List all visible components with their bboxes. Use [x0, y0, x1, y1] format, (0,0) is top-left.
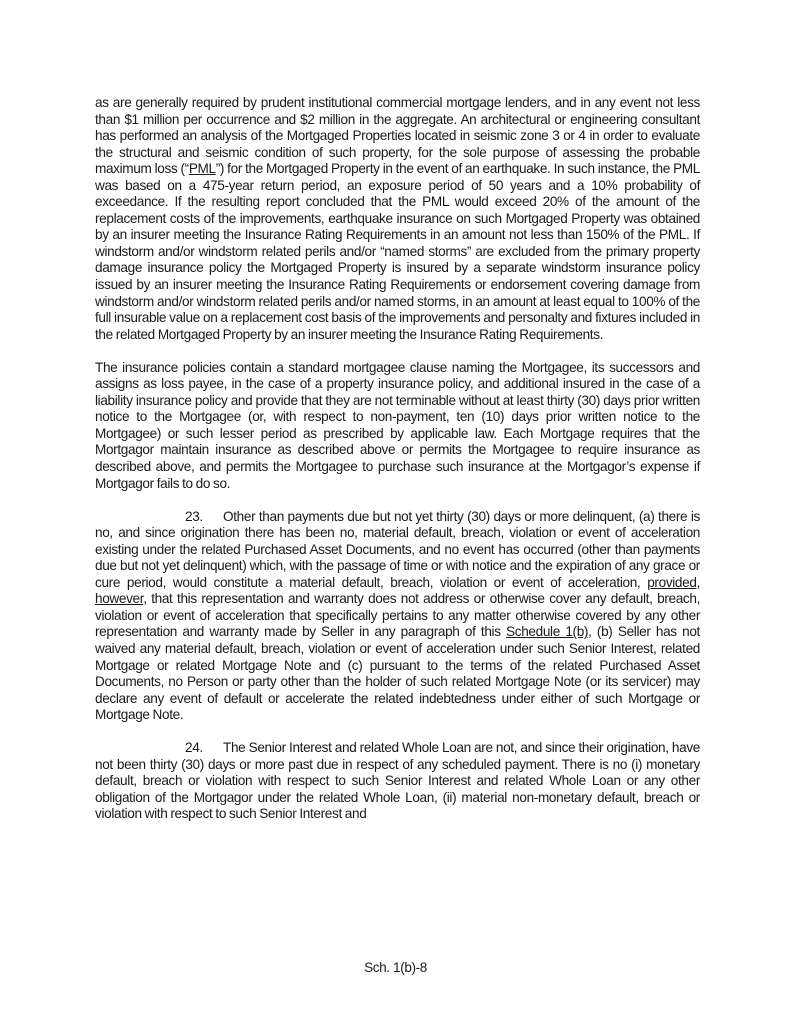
underlined-term: however [95, 591, 144, 607]
paragraph-text: ”) for the Mortgaged Property in the event of an earthquake. In such instance, the PML was based on a 475-year return period, an exposure period of 50 years and a 10% probability of exceedance. If the resulting report concluded that the PML would exceed 20% of the amount of the replacement costs of the improvements, earthquake insurance on such Mortgaged Property was obtained by an insurer meeting the Insurance Rating Requirements in an amount not less than 150% of the PML. If windstorm and/or windstorm related perils and/or “named storms” are excluded from the primary property damage insurance policy the Mortgaged Property is insured by a separate windstorm insurance policy issued by an insurer meeting the Insurance Rating Requirements or endorsement covering damage from windstorm and/or windstorm related perils and/or named storms, in an amount at least equal to 100% of the full insurable value on a replacement cost basis of the improvements and personalty and fixtures included in the related Mortgaged Property by an insurer meeting the Insurance Rating Requirements. [95, 161, 700, 342]
section-number: 24. [185, 740, 203, 756]
paragraph-text: The insurance policies contain a standard mortgagee clause naming the Mortgagee, its successors and assigns as loss payee, in the case of a property insurance policy, and additional insured in the case of a liability insurance policy and provide that they are not terminable without at least thirty (30) days prior written notice to the Mortgagee (or, with respect to non-payment, ten (10) days prior written notice to the Mortgagee) or such lesser period as prescribed by applicable law. Each Mortgage requires that the Mortgagor maintain insurance as described above or permits the Mortgagee to require insurance as described above, and permits the Mortgagee to purchase such insurance at the Mortgagor’s expense if Mortgagor fails to do so. [95, 359, 700, 491]
paragraph-text: , (b) Seller has not waived any material default, breach, violation or event of acceleration under such Senior Interest, related Mortgage or related Mortgage Note and (c) pursuant to the terms of the related Purchased Asset Documents, no Person or party other than the holder of such related Mortgage Note (or its servicer) may declare any event of default or accelerate the related indebtedness under either of such Mortgage or Mortgage Note. [95, 624, 700, 723]
underlined-term: PML [188, 161, 216, 177]
paragraph-text: , that this representation and warranty does not address or otherwise cover any default, breach, violation or event of acceleration that specifically pertains to any matter otherwise covered by any other representation and warranty made by Seller in any paragraph of this [95, 591, 700, 640]
paragraph-text: The Senior Interest and related Whole Loan are not, and since their origination, have not been thirty (30) days or more past due in respect of any scheduled payment. There is no (i) monetary default, breach or violation with respect to such Senior Interest and related Whole Loan or any other obligation of the Mortgagor under the related Whole Loan, (ii) material non-monetary default, breach or violation with respect to such Senior Interest and [95, 740, 700, 822]
paragraph-mortgagee-clause [95, 360, 700, 492]
underlined-term: provided, [647, 574, 700, 590]
section-number: 23. [185, 508, 203, 524]
document-page [95, 95, 700, 839]
paragraph-insurance-continued [95, 95, 700, 343]
paragraph-text: as are generally required by prudent institutional commercial mortgage lenders, and in any event not less than $1 million per occurrence and $2 million in the aggregate. An architectural or engineering consultant has performed an analysis of the Mortgaged Properties located in seismic zone 3 or 4 in order to evaluate the structural and seismic condition of such property, for the sole purpose of assessing the probable maximum loss (“ [95, 95, 700, 177]
paragraph-section-24 [95, 740, 700, 823]
underlined-term: Schedule 1(b) [506, 624, 589, 640]
paragraph-section-23 [95, 509, 700, 724]
paragraph-text: Other than payments due but not yet thirty (30) days or more delinquent, (a) there is no, and since origination there has been no, material default, breach, violation or event of acceleration existing under the related Purchased Asset Documents, and no event has occurred (other than payments due but not yet delinquent) which, with the passage of time or with notice and the expiration of any grace or cure period, would constitute a material default, breach, violation or event of acceleration, [95, 508, 700, 590]
page-footer: Sch. 1(b)-8 [364, 960, 427, 975]
